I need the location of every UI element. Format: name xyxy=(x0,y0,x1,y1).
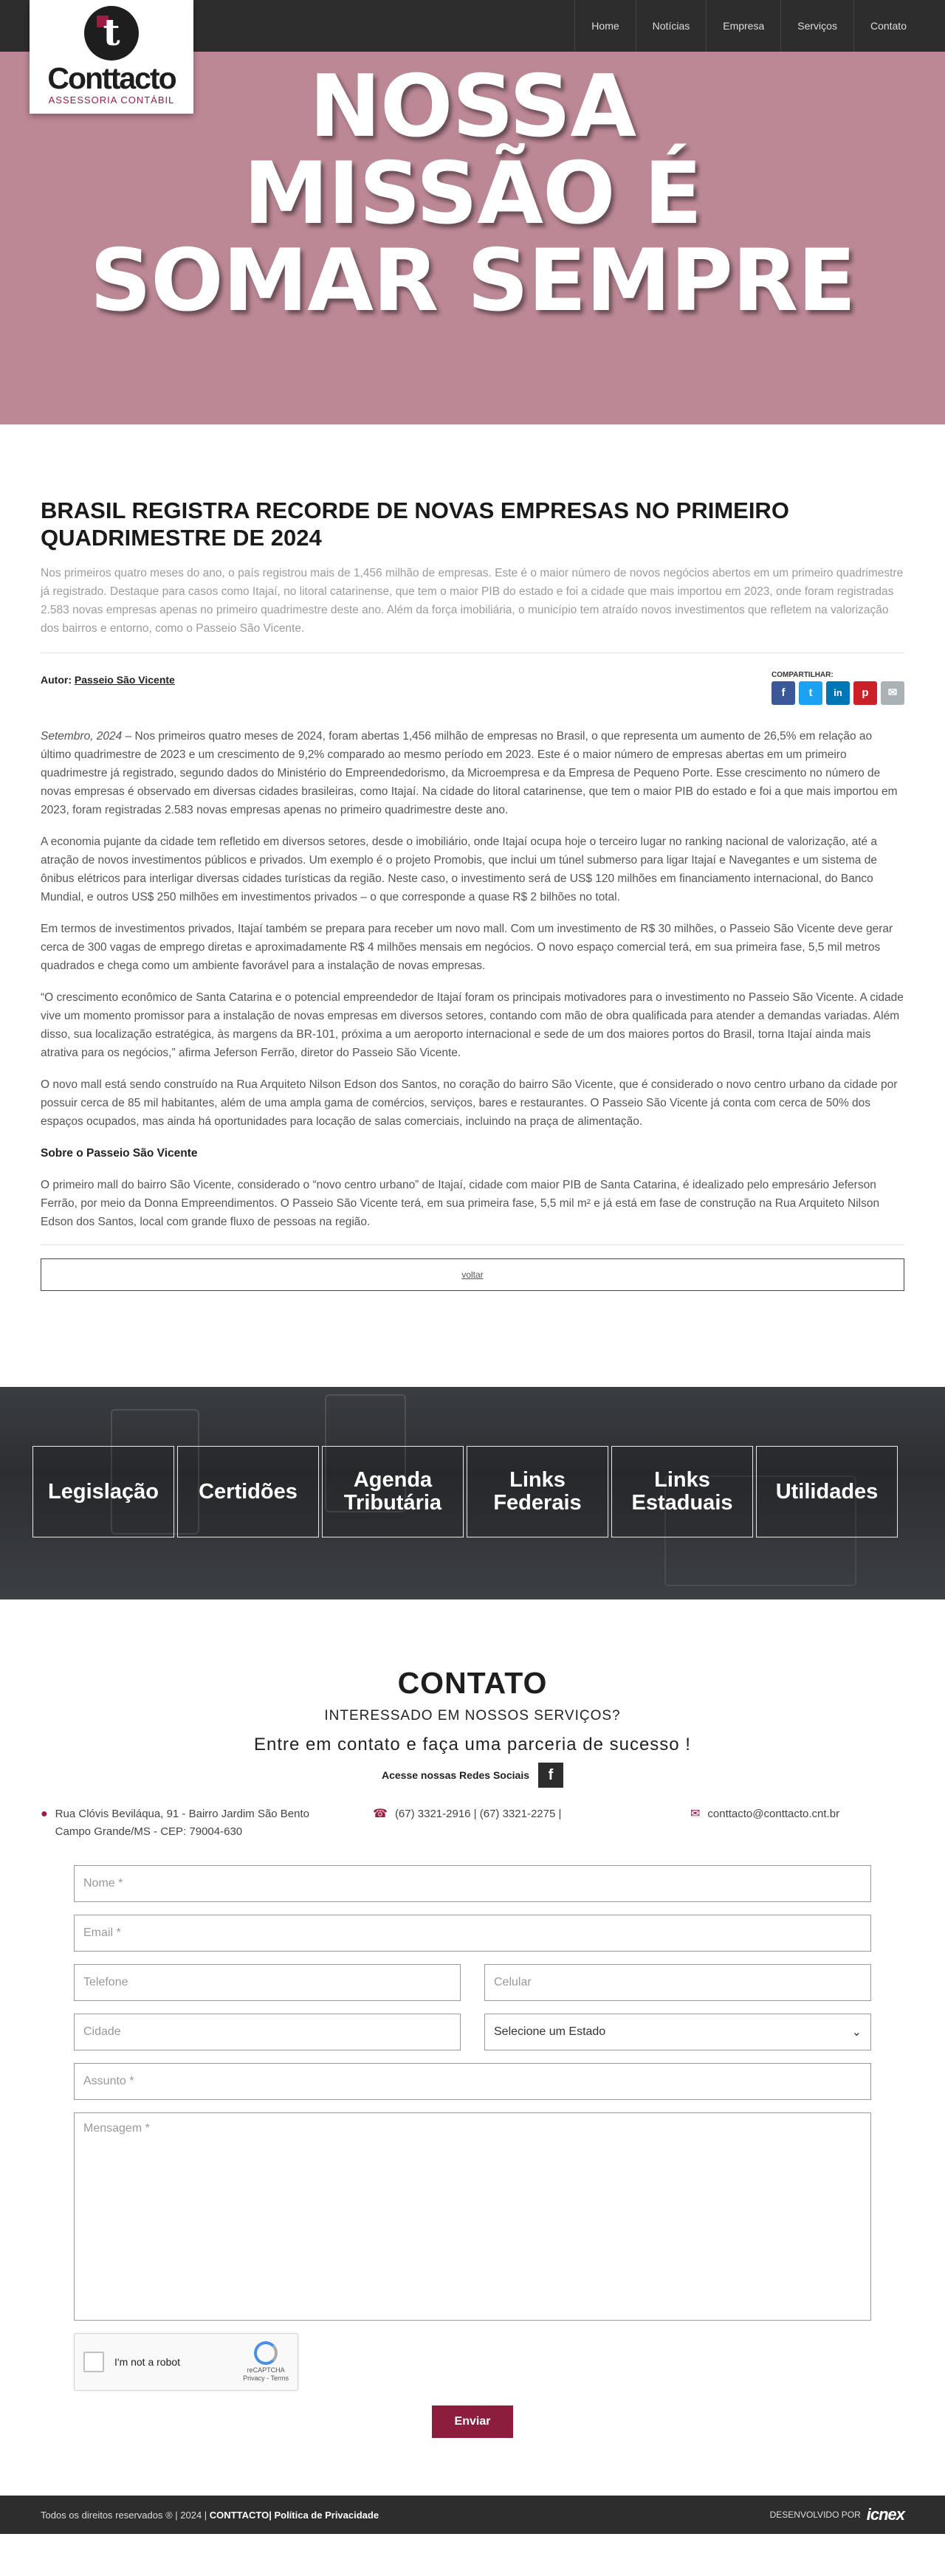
form-row xyxy=(74,1964,871,2014)
recaptcha-terms[interactable]: Privacy - Terms xyxy=(243,2374,289,2382)
nav-noticias[interactable]: Notícias xyxy=(636,0,707,52)
nome-field[interactable]: Nome * xyxy=(74,1865,871,1902)
logo-mark-icon xyxy=(84,6,139,61)
link-box-label: Federais xyxy=(493,1491,582,1515)
logo-name: Conttacto xyxy=(47,61,176,95)
top-bar xyxy=(0,0,945,106)
article-paragraph xyxy=(41,727,904,819)
pinterest-share-icon[interactable]: p xyxy=(853,681,877,705)
cidade-field[interactable]: Cidade xyxy=(74,2014,461,2050)
email-field[interactable]: Email * xyxy=(74,1915,871,1952)
logo-subtitle: ASSESSORIA CONTÁBIL xyxy=(48,94,175,106)
article-title: BRASIL REGISTRA RECORDE DE NOVAS EMPRESAS NO PRIMEIRO QUADRIMESTRE DE 2024 xyxy=(41,497,789,551)
link-box-links-estaduais[interactable] xyxy=(611,1446,753,1537)
article-paragraph: Em termos de investimentos privados, Itajaí também se prepara para receber um novo mall. Com um investimento de R$ 30 milhões, o Passeio São Vicente deve gerar cerca de 300 vagas de emprego diretas e aproximadamente R$ 4 milhões mensais em negócios. O novo espaço comercial terá, em sua primeira fase, 5,5 mil metros quadrados e chega como um ambiente favorável para a instalação de novas empresas. xyxy=(41,923,893,972)
article-date: Setembro, 2024 xyxy=(41,730,123,743)
footer-copyright xyxy=(41,2510,379,2521)
address-line: Campo Grande/MS - CEP: 79004-630 xyxy=(55,1825,243,1838)
back-button[interactable]: voltar xyxy=(41,1258,904,1291)
link-box-links-federais[interactable] xyxy=(467,1446,608,1537)
phone-block xyxy=(373,1805,690,1841)
link-box-label: Certidões xyxy=(199,1479,298,1504)
link-box-label: Estaduais xyxy=(631,1491,733,1515)
nav-servicos[interactable]: Serviços xyxy=(780,0,853,52)
article-paragraph: O novo mall está sendo construído na Rua Arquiteto Nilson Edson dos Santos, no coração do bairro São Vicente, que é considerado o novo centro urbano da cidade por possuir cerca de 85 mil habitantes, além de uma ampla gama de comércios, serviços, bares e restaurantes. O Passeio São Vicente já conta com cerca de 50% dos espaços ocupados, mas ainda há oportunidades para locação de salas comerciais, incluindo na praça de alimentação. xyxy=(41,1078,898,1128)
facebook-icon[interactable]: f xyxy=(538,1763,563,1788)
recaptcha-widget xyxy=(74,2333,298,2391)
recaptcha-checkbox[interactable] xyxy=(83,2352,104,2372)
social-row xyxy=(0,1763,945,1788)
article-paragraph: O primeiro mall do bairro São Vicente, considerado o “novo centro urbano” de Itajaí, cidade com maior PIB de Santa Catarina, é idealizado pelo empresário Jeferson Ferrão, por meio da Donna Empreendimentos. O Passeio São Vicente terá, em sua primeira fase, 5,5 mil m² e já está em fase de construção na Rua Arquiteto Nilson Edson dos Santos, local com grande fluxo de pessoas na região. xyxy=(41,1179,880,1228)
social-label: Acesse nossas Redes Sociais xyxy=(381,1769,529,1781)
footer-company: CONTTACTO xyxy=(209,2509,269,2521)
logo-mark-letter: t xyxy=(103,10,120,54)
quick-links xyxy=(32,1446,898,1537)
logo[interactable] xyxy=(30,0,193,114)
link-box-label: Agenda xyxy=(353,1468,433,1492)
contact-subtitle: INTERESSADO EM NOSSOS SERVIÇOS? xyxy=(324,1708,621,1723)
main-nav xyxy=(574,0,923,52)
article-meta xyxy=(41,653,904,705)
address-line: Rua Clóvis Beviláqua, 91 - Bairro Jardim São Bento xyxy=(55,1808,310,1820)
twitter-share-icon[interactable]: t xyxy=(799,681,822,705)
chevron-down-icon: ⌄ xyxy=(851,2026,862,2039)
phone-icon: ☎ xyxy=(373,1808,388,1820)
recaptcha-brand xyxy=(243,2341,289,2383)
section-heading: Sobre o Passeio São Vicente xyxy=(41,1147,198,1160)
celular-field[interactable]: Celular xyxy=(484,1964,871,2001)
envelope-icon: ✉ xyxy=(690,1808,701,1820)
link-box-label: Links xyxy=(509,1468,566,1492)
hero-line-1: NOSSA xyxy=(309,57,636,156)
contact-tagline: Entre em contato e faça uma parceria de sucesso ! xyxy=(254,1735,691,1754)
article-paragraph: “O crescimento econômico de Santa Catarina e o potencial empreendedor de Itajaí foram os principais motivadores para o investimento no Passeio São Vicente. A cidade vive um momento promissor para a instalação de novas empresas em diversos setores, contando com mão de obra qualificada para atender a demandas variadas. Além disso, sua localização estratégica, às margens da BR-101, próxima a um aeroporto internacional e sede de um dos maiores portos do Brasil, torna Itajaí ainda mais atrativa para os negócios,” afirma Jeferson Ferrão, diretor do Passeio São Vicente. xyxy=(41,991,904,1059)
linkedin-share-icon[interactable]: in xyxy=(826,681,850,705)
link-box-label: Legislação xyxy=(48,1479,159,1504)
developer-logo[interactable]: icnex xyxy=(866,2505,904,2524)
address-block xyxy=(41,1805,373,1841)
share-block xyxy=(772,671,904,705)
contact-title: CONTATO xyxy=(397,1666,548,1700)
author-label: Autor: xyxy=(41,674,72,686)
developer-credit xyxy=(770,2505,904,2524)
contact-form xyxy=(74,1865,871,2438)
form-row xyxy=(74,2014,871,2063)
facebook-share-icon[interactable]: f xyxy=(772,681,795,705)
phone-numbers[interactable]: (67) 3321-2916 | (67) 3321-2275 | xyxy=(394,1808,562,1820)
article-body xyxy=(41,727,904,1231)
telefone-field[interactable]: Telefone xyxy=(74,1964,461,2001)
contact-info xyxy=(41,1805,904,1841)
hero-line-2: MISSÃO É xyxy=(243,144,702,244)
article-paragraph: A economia pujante da cidade tem refletido em diversos setores, desde o imobiliário, onde Itajaí ocupa hoje o terceiro lugar no ranking nacional de valorização, até a atração de novos investimentos públicos e privados. Um exemplo é o projeto Promobis, que inclui um túnel submerso para ligar Itajaí e Navegantes e um sistema de ônibus elétricos para interligar diversas cidades turísticas da região. Neste caso, o investimento será de US$ 120 milhões em financiamento internacional, do Banco Mundial, e outros US$ 250 milhões em investimentos privados – o que corresponde a quase R$ 2 bilhões no total. xyxy=(41,836,878,903)
privacy-policy-link[interactable]: | Política de Privacidade xyxy=(269,2509,379,2521)
nav-home[interactable]: Home xyxy=(574,0,635,52)
mensagem-textarea[interactable]: Mensagem * xyxy=(74,2112,871,2321)
contact-section xyxy=(0,1599,945,2438)
article-paragraph-text: – Nos primeiros quatro meses de 2024, foram abertas 1,456 milhão de empresas no Brasil, o que representa um aumento de 26,5% em relação ao último quadrimestre de 2023 e um crescimento de 9,2% comparado ao mesmo período em 2023. Este é o maior número de empresas abertas em um primeiro quadrimestre já registrado, segundo dados do Ministério do Empreendedorismo, da Microempresa e da Empresa de Pequeno Porte. Esse crescimento no número de novas empresas é observado em diversas cidades brasileiras, como Itajaí. Na cidade do litoral catarinense, que tem o maior PIB do estado e foi a que mais importou em 2023, foram registradas 2.583 novas empresas apenas no primeiro quadrimestre deste ano. xyxy=(41,730,898,816)
estado-select[interactable] xyxy=(484,2014,871,2050)
author-link[interactable]: Passeio São Vicente xyxy=(74,674,175,686)
links-band xyxy=(0,1387,945,1599)
dev-label: DESENVOLVIDO POR xyxy=(769,2510,861,2520)
link-box-certidoes[interactable] xyxy=(177,1446,319,1537)
send-button[interactable]: Enviar xyxy=(432,2405,513,2438)
author xyxy=(41,674,175,705)
recaptcha-brand-name: reCAPTCHA xyxy=(247,2366,285,2374)
share-buttons xyxy=(772,681,904,705)
email-block xyxy=(690,1805,904,1841)
hero-line-3: SOMAR SEMPRE xyxy=(89,231,856,331)
article-lead: Nos primeiros quatro meses do ano, o país registrou mais de 1,456 milhão de empresas. Este é o maior número de novos negócios abertos em um primeiro quadrimestre já registrado. Destaque para casos como Itajaí, no litoral catarinense, que tem o maior PIB do estado e foi a cidade que mais importou em 2023, onde foram registradas 2.583 novas empresas apenas no primeiro quadrimestre deste ano. Além da força imobiliária, o município tem atraído novos investimentos que refletem na valorização dos bairros e entorno, como o Passeio São Vicente. xyxy=(41,567,904,635)
link-box-label: Utilidades xyxy=(775,1479,879,1504)
share-label: COMPARTILHAR: xyxy=(772,671,834,679)
recaptcha-label: I'm not a robot xyxy=(114,2356,181,2368)
assunto-field[interactable]: Assunto * xyxy=(74,2063,871,2100)
estado-select-value: Selecione um Estado xyxy=(494,2025,606,2038)
footer-rights: Todos os direitos reservados ® | 2024 | xyxy=(41,2509,210,2521)
footer xyxy=(0,2496,945,2534)
link-box-label: Tributária xyxy=(343,1491,442,1515)
email-share-icon[interactable]: ✉ xyxy=(881,681,904,705)
nav-empresa[interactable]: Empresa xyxy=(706,0,780,52)
recaptcha-icon xyxy=(254,2341,278,2365)
link-box-utilidades[interactable] xyxy=(756,1446,898,1537)
link-box-label: Links xyxy=(654,1468,710,1492)
link-box-agenda-tributaria[interactable] xyxy=(322,1446,464,1537)
divider xyxy=(41,1244,904,1245)
map-pin-icon: ● xyxy=(41,1808,48,1820)
news-article xyxy=(41,424,904,1291)
link-box-legislacao[interactable] xyxy=(32,1446,174,1537)
nav-contato[interactable]: Contato xyxy=(853,0,923,52)
email-address[interactable]: conttacto@conttacto.cnt.br xyxy=(707,1808,840,1820)
